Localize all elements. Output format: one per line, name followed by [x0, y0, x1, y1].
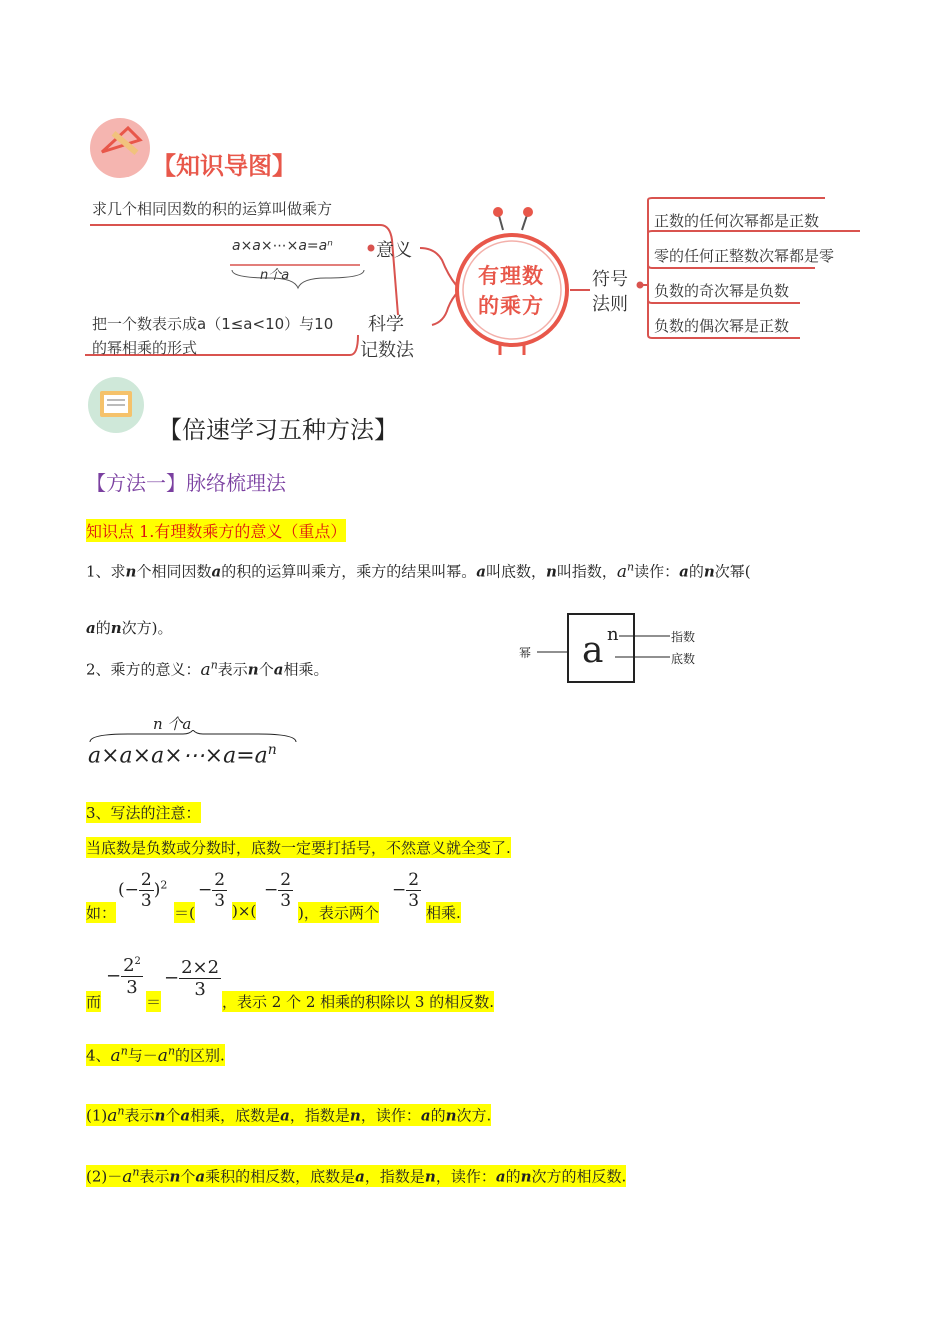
paragraph-2: 2、乘方的意义：$a^n$表示n个a相乘。: [86, 658, 329, 680]
mindmap-rule-1: 正数的任何次幂都是正数: [654, 212, 820, 230]
diagram-left-label: 幂: [519, 646, 532, 660]
paragraph-1: 1、求n个相同因数a的积的运算叫乘方，乘方的结果叫幂。a叫底数，n叫指数，$a^n$读作：a的n次幂(: [86, 560, 751, 582]
paragraph-6: $(2)-a^n$表示n个a乘积的相反数，底数是a，指数是n，读作：a的n次方的相反数.: [86, 1165, 627, 1187]
mindmap-rule-4: 负数的偶次幂是正数: [654, 317, 790, 335]
mindmap-sci-label-1: 科学: [368, 314, 404, 335]
paragraph-1-cont: a的n次方)。: [86, 619, 173, 637]
mindmap-center-line1: 有理数: [478, 264, 544, 288]
mindmap-center-line2: 的乘方: [478, 294, 544, 318]
knowledge-point-title: 知识点 1.有理数乘方的意义（重点）: [86, 519, 346, 542]
big-formula: $a\times a\times a\times\cdots\times a=a^n$: [88, 742, 277, 769]
diagram-exp: n: [607, 624, 619, 645]
diagram-base-label: 底数: [671, 652, 696, 666]
book-icon: [88, 375, 148, 435]
mindmap-title: 【知识导图】: [152, 152, 296, 180]
method-title: 【方法一】脉络梳理法: [86, 471, 286, 495]
mindmap-sign-label-1: 符号: [592, 269, 628, 290]
paragraph-3: 3、写法的注意：: [86, 804, 201, 822]
mindmap-sign-label-2: 法则: [592, 294, 628, 315]
brace-label: n 个a: [153, 715, 192, 733]
power-diagram: [515, 612, 715, 687]
mindmap-sci-label-2: 记数法: [360, 340, 414, 361]
mindmap: [80, 110, 880, 375]
mindmap-formula: a×a×⋯×a=aⁿ: [232, 238, 333, 254]
mindmap-rule-2: 零的任何正整数次幂都是零: [654, 247, 835, 265]
diagram-exp-label: 指数: [671, 630, 696, 644]
mindmap-meaning-label: 意义: [376, 240, 412, 261]
mindmap-rule-3: 负数的奇次幂是负数: [654, 282, 790, 300]
section-title: 【倍速学习五种方法】: [158, 416, 398, 444]
paragraph-3-note: 当底数是负数或分数时，底数一定要打括号，不然意义就全变了.: [86, 839, 511, 857]
diagram-base: a: [582, 630, 604, 671]
paragraph-5: $(1)a^n$表示n个a相乘，底数是a，指数是n，读作：a的n次方.: [86, 1104, 492, 1126]
mindmap-sci-text-1: 把一个数表示成a（1≤a<10）与10: [92, 315, 334, 333]
mindmap-sci-text-2: 的幂相乘的形式: [92, 339, 198, 357]
mindmap-formula-brace: n个a: [260, 268, 290, 283]
example-2: 而 − $\frac{2^2}{3}$ ＝ − $\frac{2\times 2}{3}$ ，表示 2 个 2 相乘的积除以 3 的相反数.: [86, 955, 495, 1011]
paragraph-4: 4、$a^n$与$-a^n$的区别.: [86, 1044, 225, 1066]
mindmap-definition: 求几个相同因数的积的运算叫做乘方: [92, 200, 333, 218]
